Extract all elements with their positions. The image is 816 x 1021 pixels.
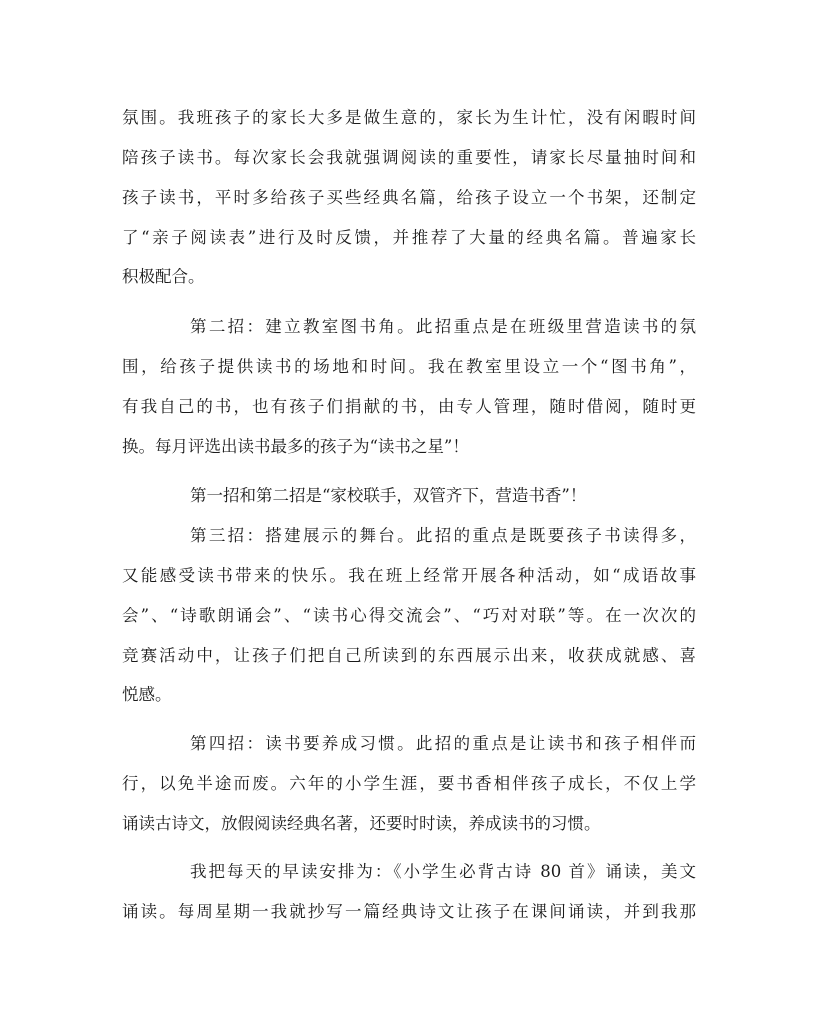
text-line: 换。每月评选出读书最多的孩子为“读书之星”！ bbox=[122, 437, 469, 456]
text-line: 竞赛活动中，让孩子们把自己所读到的东西展示出来，收获成就感、喜 bbox=[122, 646, 696, 665]
text-line: 诵读古诗文，放假阅读经典名著，还要时时读，养成读书的习惯。 bbox=[122, 814, 601, 833]
text-line: 又能感受读书带来的快乐。我在班上经常开展各种活动，如“成语故事 bbox=[122, 566, 696, 585]
text-line: 悦感。 bbox=[122, 685, 172, 704]
text-line: 陪孩子读书。每次家长会我就强调阅读的重要性，请家长尽量抽时间和 bbox=[122, 148, 696, 167]
text-line: 有我自己的书，也有孩子们捐献的书，由专人管理，随时借阅，随时更 bbox=[122, 397, 696, 416]
paragraph-first-line: 第三招：搭建展示的舞台。此招的重点是既要孩子书读得多， bbox=[190, 526, 696, 545]
text-line: 诵读。每周星期一我就抄写一篇经典诗文让孩子在课间诵读，并到我那 bbox=[122, 902, 696, 921]
text-line: 积极配合。 bbox=[122, 267, 205, 286]
text-line: 氛围。我班孩子的家长大多是做生意的，家长为生计忙，没有闲暇时间 bbox=[122, 108, 696, 127]
paragraph-first-line: 第一招和第二招是“家校联手，双管齐下，营造书香”！ bbox=[190, 486, 587, 505]
text-line: 会”、“诗歌朗诵会”、“读书心得交流会”、“巧对对联”等。在一次次的 bbox=[122, 606, 696, 625]
text-line: 孩子读书，平时多给孩子买些经典名篇，给孩子设立一个书架，还制定 bbox=[122, 188, 696, 207]
paragraph-first-line: 我把每天的早读安排为：《小学生必背古诗 80 首》诵读，美文 bbox=[190, 862, 696, 881]
paragraph-first-line: 第二招：建立教室图书角。此招重点是在班级里营造读书的氛 bbox=[190, 317, 696, 336]
text-line: 了“亲子阅读表”进行及时反馈，并推荐了大量的经典名篇。普遍家长 bbox=[122, 228, 696, 247]
paragraph-first-line: 第四招：读书要养成习惯。此招的重点是让读书和孩子相伴而 bbox=[190, 734, 696, 753]
text-line: 围，给孩子提供读书的场地和时间。我在教室里设立一个“图书角”， bbox=[122, 357, 696, 376]
text-line: 行，以免半途而废。六年的小学生涯，要书香相伴孩子成长，不仅上学 bbox=[122, 774, 696, 793]
